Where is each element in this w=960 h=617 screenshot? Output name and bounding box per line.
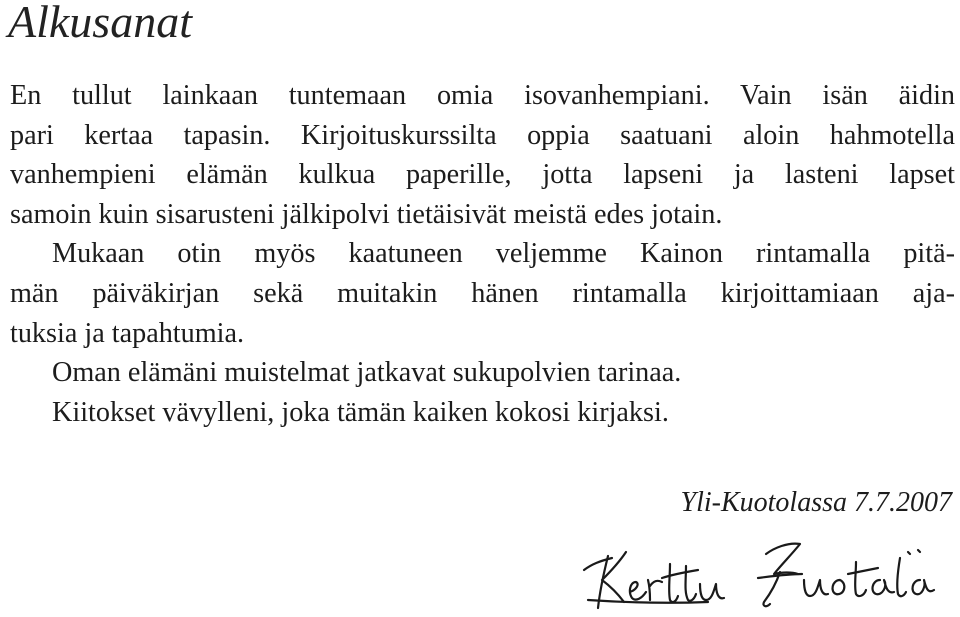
place-date: Yli-Kuotolassa 7.7.2007 — [680, 487, 952, 518]
paragraph-4-line-1: Kiitokset vävylleni, joka tämän kaiken kokosi kirjaksi. — [52, 396, 669, 428]
paragraph-3-line-1: Oman elämäni muistelmat jatkavat sukupolvien tarinaa. — [52, 357, 682, 389]
signature-strokes — [584, 544, 934, 608]
paragraph-1-line-2: pari kertaa tapasin. Kirjoituskurssilta oppia saatuani aloin hahmotella — [10, 119, 955, 151]
paragraph-1-line-3: vanhempieni elämän kulkua paperille, jotta lapseni ja lasteni lapset — [10, 159, 955, 191]
paragraph-2-line-2: män päiväkirjan sekä muitakin hänen rintamalla kirjoittamiaan aja- — [10, 277, 955, 309]
page-title: Alkusanat — [8, 0, 192, 47]
paragraph-1-line-1: En tullut lainkaan tuntemaan omia isovanhempiani. Vain isän äidin — [10, 80, 955, 111]
paragraph-2-line-1: Mukaan otin myös kaatuneen veljemme Kainon rintamalla pitä- — [52, 238, 955, 270]
handwritten-signature — [578, 534, 948, 614]
signature-drawing — [578, 534, 948, 614]
paragraph-2-line-3: tuksia ja tapahtumia. — [10, 317, 245, 349]
paragraph-1-line-4: samoin kuin sisarusteni jälkipolvi tietäisivät meistä edes jotain. — [10, 198, 723, 230]
body-text — [10, 76, 955, 432]
